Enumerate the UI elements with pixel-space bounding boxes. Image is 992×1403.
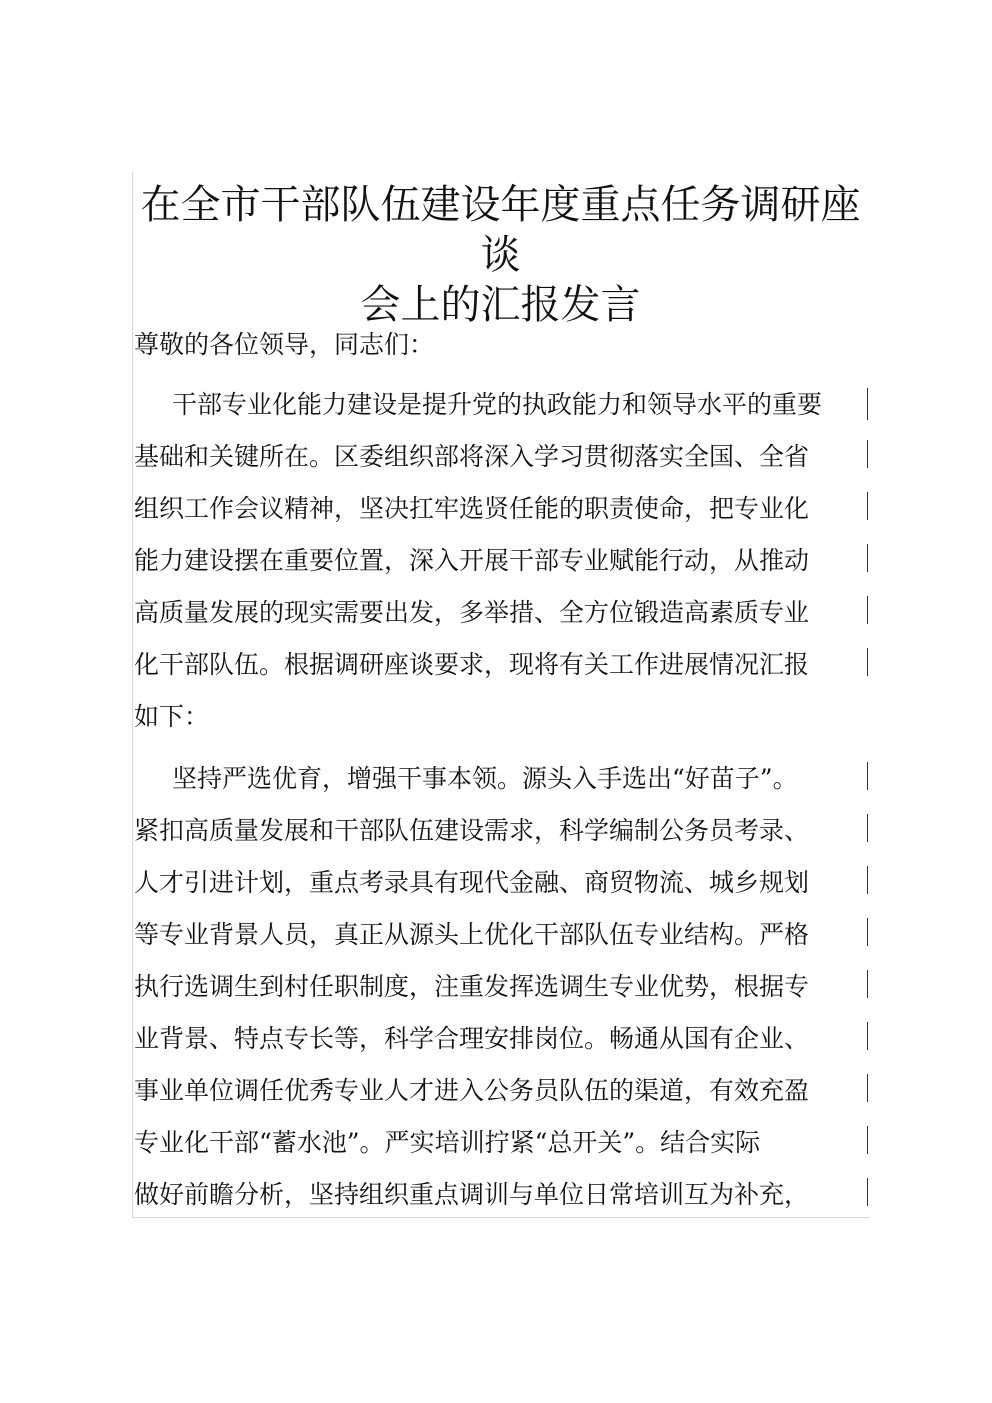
edge-mark [867, 1126, 868, 1154]
text-line: 事业单位调任优秀专业人才进入公务员队伍的渠道，有效充盈 [134, 1076, 810, 1105]
text-line: 基础和关键所在。区委组织部将深入学习贯彻落实全国、全省 [134, 442, 810, 471]
edge-mark [867, 648, 868, 676]
edge-mark [867, 388, 868, 420]
text-line: 人才引进计划，重点考录具有现代金融、商贸物流、城乡规划 [134, 868, 810, 897]
title-line-2: 会上的汇报发言 [360, 282, 641, 328]
edge-mark [867, 918, 868, 946]
edge-mark [867, 814, 868, 842]
text-line: 高质量发展的现实需要出发，多举措、全方位锻造高素质专业 [134, 598, 810, 627]
edge-mark [867, 492, 868, 520]
text-line: 坚持严选优育，增强干事本领。源头入手选出“好苗子”。 [172, 764, 798, 793]
edge-mark [867, 970, 868, 998]
text-line: 专业化干部“蓄水池”。严实培训拧紧“总开关”。结合实际 [134, 1128, 761, 1157]
edge-mark [867, 762, 868, 790]
edge-mark [867, 1022, 868, 1050]
text-line: 干部专业化能力建设是提升党的执政能力和领导水平的重要 [172, 390, 823, 419]
edge-mark [867, 440, 868, 468]
edge-mark [867, 866, 868, 894]
text-line: 组织工作会议精神，坚决扛牢选贤任能的职责使命，把专业化 [134, 494, 810, 523]
text-line: 如下： [134, 702, 210, 731]
text-line: 能力建设摆在重要位置，深入开展干部专业赋能行动，从推动 [134, 546, 810, 575]
text-line: 做好前瞻分析，坚持组织重点调训与单位日常培训互为补充， [134, 1180, 810, 1209]
edge-mark [867, 1074, 868, 1102]
salutation: 尊敬的各位领导，同志们： [134, 330, 435, 359]
title-line-1: 在全市干部队伍建设年度重点任务调研座谈 [140, 182, 861, 278]
text-line: 紧扣高质量发展和干部队伍建设需求，科学编制公务员考录、 [134, 816, 810, 845]
text-line: 化干部队伍。根据调研座谈要求，现将有关工作进展情况汇报 [134, 650, 810, 679]
text-line: 业背景、特点专长等，科学合理安排岗位。畅通从国有企业、 [134, 1024, 810, 1053]
text-line: 等专业背景人员，真正从源头上优化干部队伍专业结构。严格 [134, 920, 810, 949]
text-line: 执行选调生到村任职制度，注重发挥选调生专业优势，根据专 [134, 972, 810, 1001]
edge-mark [867, 544, 868, 572]
edge-mark [867, 596, 868, 624]
page-title [132, 180, 869, 330]
edge-mark [867, 1178, 868, 1206]
